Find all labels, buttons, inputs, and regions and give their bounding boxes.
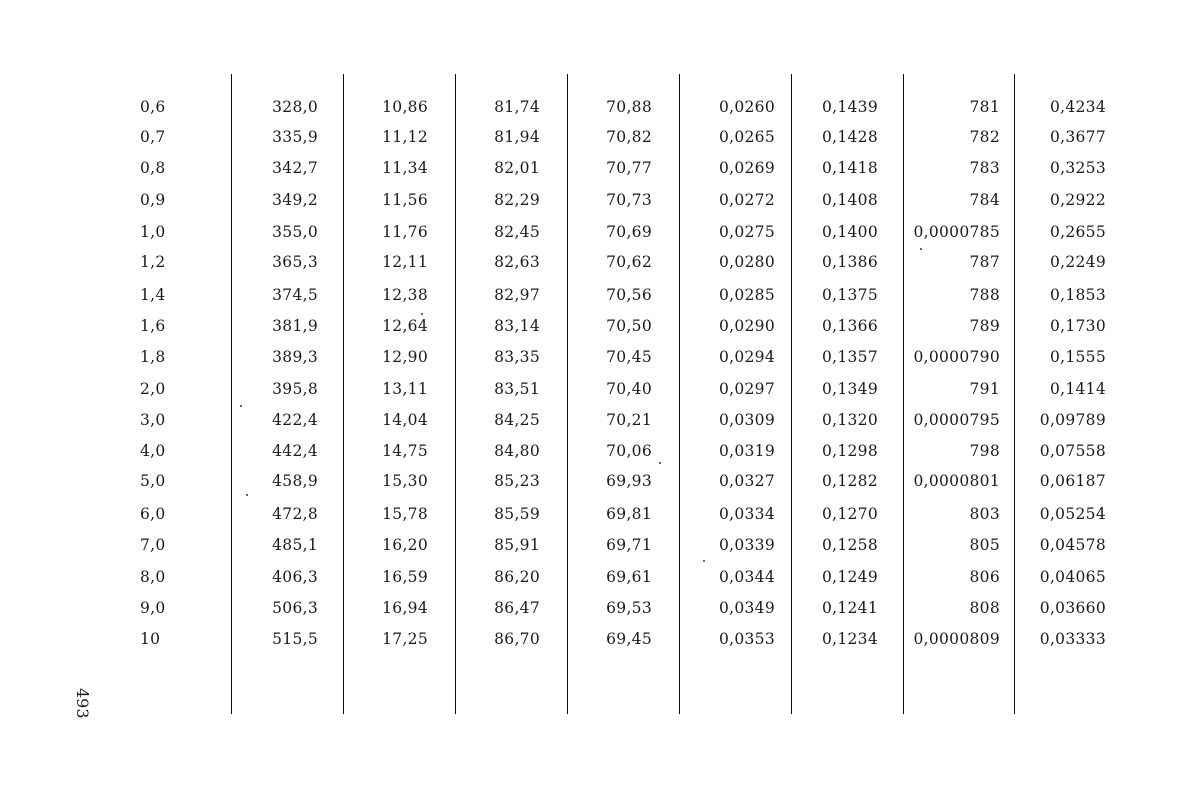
table-cell: 2,0	[140, 380, 166, 398]
table-cell: 82,63	[494, 253, 540, 271]
table-cell: 83,14	[494, 317, 540, 335]
table-cell: 0,0353	[718, 630, 775, 648]
table-cell: 782	[969, 128, 1000, 146]
table-cell: 84,80	[494, 442, 540, 460]
table-cell: 808	[969, 599, 1000, 617]
table-cell: 70,56	[606, 286, 652, 304]
scan-speck	[703, 560, 705, 562]
table-cell: 798	[969, 442, 1000, 460]
table-cell: 0,1298	[821, 442, 878, 460]
page-number: 493	[73, 688, 92, 719]
table-cell: 0,0000790	[913, 348, 1000, 366]
table-cell: 0,0000809	[913, 630, 1000, 648]
table-cell: 7,0	[140, 536, 166, 554]
table-cell: 0,1439	[821, 98, 878, 116]
table-cell: 365,3	[272, 253, 318, 271]
table-cell: 0,6	[140, 98, 166, 116]
column-rule	[1014, 74, 1015, 714]
table-cell: 70,73	[606, 191, 652, 209]
table-cell: 0,2249	[1049, 253, 1106, 271]
column-rule	[567, 74, 568, 714]
table-cell: 342,7	[272, 159, 318, 177]
table-cell: 82,97	[494, 286, 540, 304]
table-cell: 506,3	[272, 599, 318, 617]
table-cell: 82,29	[494, 191, 540, 209]
table-cell: 0,0327	[718, 472, 775, 490]
table-cell: 70,40	[606, 380, 652, 398]
table-cell: 458,9	[272, 472, 318, 490]
table-cell: 12,11	[382, 253, 428, 271]
table-cell: 84,25	[494, 411, 540, 429]
table-cell: 83,35	[494, 348, 540, 366]
table-cell: 0,0260	[718, 98, 775, 116]
table-cell: 0,04578	[1039, 536, 1106, 554]
table-cell: 0,0334	[718, 505, 775, 523]
table-cell: 0,1400	[821, 223, 878, 241]
table-cell: 70,88	[606, 98, 652, 116]
scan-speck	[659, 462, 661, 464]
table-cell: 0,0344	[718, 568, 775, 586]
table-cell: 81,94	[494, 128, 540, 146]
table-cell: 9,0	[140, 599, 166, 617]
table-cell: 0,0294	[718, 348, 775, 366]
table-cell: 16,20	[382, 536, 428, 554]
table-cell: 14,04	[382, 411, 428, 429]
table-cell: 69,45	[606, 630, 652, 648]
table-cell: 70,06	[606, 442, 652, 460]
table-cell: 16,94	[382, 599, 428, 617]
table-cell: 0,1555	[1049, 348, 1106, 366]
table-cell: 5,0	[140, 472, 166, 490]
table-cell: 0,1418	[821, 159, 878, 177]
table-cell: 0,0309	[718, 411, 775, 429]
table-cell: 485,1	[272, 536, 318, 554]
table-cell: 0,04065	[1039, 568, 1106, 586]
column-rule	[903, 74, 904, 714]
table-cell: 1,2	[140, 253, 166, 271]
table-cell: 783	[969, 159, 1000, 177]
table-cell: 11,76	[382, 223, 428, 241]
table-cell: 81,74	[494, 98, 540, 116]
table-cell: 86,70	[494, 630, 540, 648]
table-cell: 0,0275	[718, 223, 775, 241]
table-cell: 1,0	[140, 223, 166, 241]
table-cell: 0,1853	[1049, 286, 1106, 304]
table-cell: 82,01	[494, 159, 540, 177]
table-cell: 0,1428	[821, 128, 878, 146]
table-cell: 11,34	[382, 159, 428, 177]
table-cell: 381,9	[272, 317, 318, 335]
table-cell: 0,05254	[1039, 505, 1106, 523]
table-cell: 10,86	[382, 98, 428, 116]
table-cell: 0,0349	[718, 599, 775, 617]
table-cell: 0,3677	[1049, 128, 1106, 146]
table-cell: 0,1375	[821, 286, 878, 304]
table-cell: 0,8	[140, 159, 166, 177]
table-cell: 781	[969, 98, 1000, 116]
table-cell: 0,03660	[1039, 599, 1106, 617]
table-cell: 349,2	[272, 191, 318, 209]
table-cell: 0,0272	[718, 191, 775, 209]
scan-speck	[920, 248, 922, 250]
table-cell: 1,6	[140, 317, 166, 335]
table-cell: 70,21	[606, 411, 652, 429]
column-rule	[455, 74, 456, 714]
table-cell: 69,53	[606, 599, 652, 617]
table-cell: 422,4	[272, 411, 318, 429]
table-cell: 0,1241	[821, 599, 878, 617]
table-cell: 0,0000785	[913, 223, 1000, 241]
table-cell: 0,03333	[1039, 630, 1106, 648]
table-cell: 389,3	[272, 348, 318, 366]
table-cell: 0,0000801	[913, 472, 1000, 490]
table-cell: 0,0265	[718, 128, 775, 146]
table-cell: 11,12	[382, 128, 428, 146]
table-cell: 0,2922	[1049, 191, 1106, 209]
table-cell: 1,4	[140, 286, 166, 304]
table-cell: 0,1282	[821, 472, 878, 490]
table-cell: 70,45	[606, 348, 652, 366]
scan-speck	[246, 494, 248, 496]
table-cell: 0,3253	[1049, 159, 1106, 177]
table-cell: 83,51	[494, 380, 540, 398]
table-cell: 789	[969, 317, 1000, 335]
table-cell: 82,45	[494, 223, 540, 241]
table-cell: 0,1258	[821, 536, 878, 554]
table-cell: 0,1320	[821, 411, 878, 429]
table-cell: 0,1357	[821, 348, 878, 366]
table-cell: 0,0297	[718, 380, 775, 398]
table-cell: 12,90	[382, 348, 428, 366]
table-cell: 472,8	[272, 505, 318, 523]
table-cell: 0,0269	[718, 159, 775, 177]
table-cell: 11,56	[382, 191, 428, 209]
table-cell: 6,0	[140, 505, 166, 523]
table-cell: 0,2655	[1049, 223, 1106, 241]
table-cell: 395,8	[272, 380, 318, 398]
table-cell: 374,5	[272, 286, 318, 304]
table-cell: 3,0	[140, 411, 166, 429]
table-cell: 0,0285	[718, 286, 775, 304]
table-cell: 17,25	[382, 630, 428, 648]
column-rule	[343, 74, 344, 714]
table-cell: 70,50	[606, 317, 652, 335]
table-cell: 10	[140, 630, 161, 648]
table-cell: 12,38	[382, 286, 428, 304]
table-cell: 0,0319	[718, 442, 775, 460]
table-cell: 803	[969, 505, 1000, 523]
table-cell: 0,9	[140, 191, 166, 209]
table-cell: 406,3	[272, 568, 318, 586]
table-cell: 0,4234	[1049, 98, 1106, 116]
table-cell: 0,1349	[821, 380, 878, 398]
table-cell: 69,81	[606, 505, 652, 523]
table-cell: 15,78	[382, 505, 428, 523]
table-cell: 16,59	[382, 568, 428, 586]
table-cell: 69,61	[606, 568, 652, 586]
scan-speck	[421, 313, 423, 315]
table-cell: 85,23	[494, 472, 540, 490]
table-cell: 0,1366	[821, 317, 878, 335]
table-cell: 0,1270	[821, 505, 878, 523]
table-cell: 14,75	[382, 442, 428, 460]
table-cell: 0,1386	[821, 253, 878, 271]
table-cell: 86,20	[494, 568, 540, 586]
table-cell: 806	[969, 568, 1000, 586]
table-cell: 0,07558	[1039, 442, 1106, 460]
table-cell: 355,0	[272, 223, 318, 241]
table-cell: 0,0290	[718, 317, 775, 335]
table-cell: 784	[969, 191, 1000, 209]
table-cell: 1,8	[140, 348, 166, 366]
table-cell: 85,91	[494, 536, 540, 554]
column-rule	[231, 74, 232, 714]
table-cell: 788	[969, 286, 1000, 304]
table-cell: 0,7	[140, 128, 166, 146]
table-cell: 0,09789	[1039, 411, 1106, 429]
table-cell: 12,64	[382, 317, 428, 335]
table-cell: 15,30	[382, 472, 428, 490]
table-cell: 0,1408	[821, 191, 878, 209]
table-cell: 787	[969, 253, 1000, 271]
table-cell: 0,0280	[718, 253, 775, 271]
table-cell: 0,06187	[1039, 472, 1106, 490]
table-cell: 70,62	[606, 253, 652, 271]
column-rule	[791, 74, 792, 714]
table-cell: 442,4	[272, 442, 318, 460]
table-cell: 70,69	[606, 223, 652, 241]
table-cell: 328,0	[272, 98, 318, 116]
table-cell: 0,1249	[821, 568, 878, 586]
table-cell: 335,9	[272, 128, 318, 146]
table-cell: 0,0339	[718, 536, 775, 554]
scan-speck	[240, 405, 242, 407]
table-cell: 69,93	[606, 472, 652, 490]
table-cell: 805	[969, 536, 1000, 554]
column-rule	[679, 74, 680, 714]
table-cell: 0,0000795	[913, 411, 1000, 429]
table-cell: 13,11	[382, 380, 428, 398]
table-cell: 0,1730	[1049, 317, 1106, 335]
table-cell: 69,71	[606, 536, 652, 554]
table-cell: 70,77	[606, 159, 652, 177]
table-cell: 8,0	[140, 568, 166, 586]
table-cell: 85,59	[494, 505, 540, 523]
table-cell: 515,5	[272, 630, 318, 648]
table-cell: 70,82	[606, 128, 652, 146]
table-cell: 4,0	[140, 442, 166, 460]
table-cell: 791	[969, 380, 1000, 398]
table-cell: 0,1234	[821, 630, 878, 648]
table-cell: 0,1414	[1049, 380, 1106, 398]
table-cell: 86,47	[494, 599, 540, 617]
